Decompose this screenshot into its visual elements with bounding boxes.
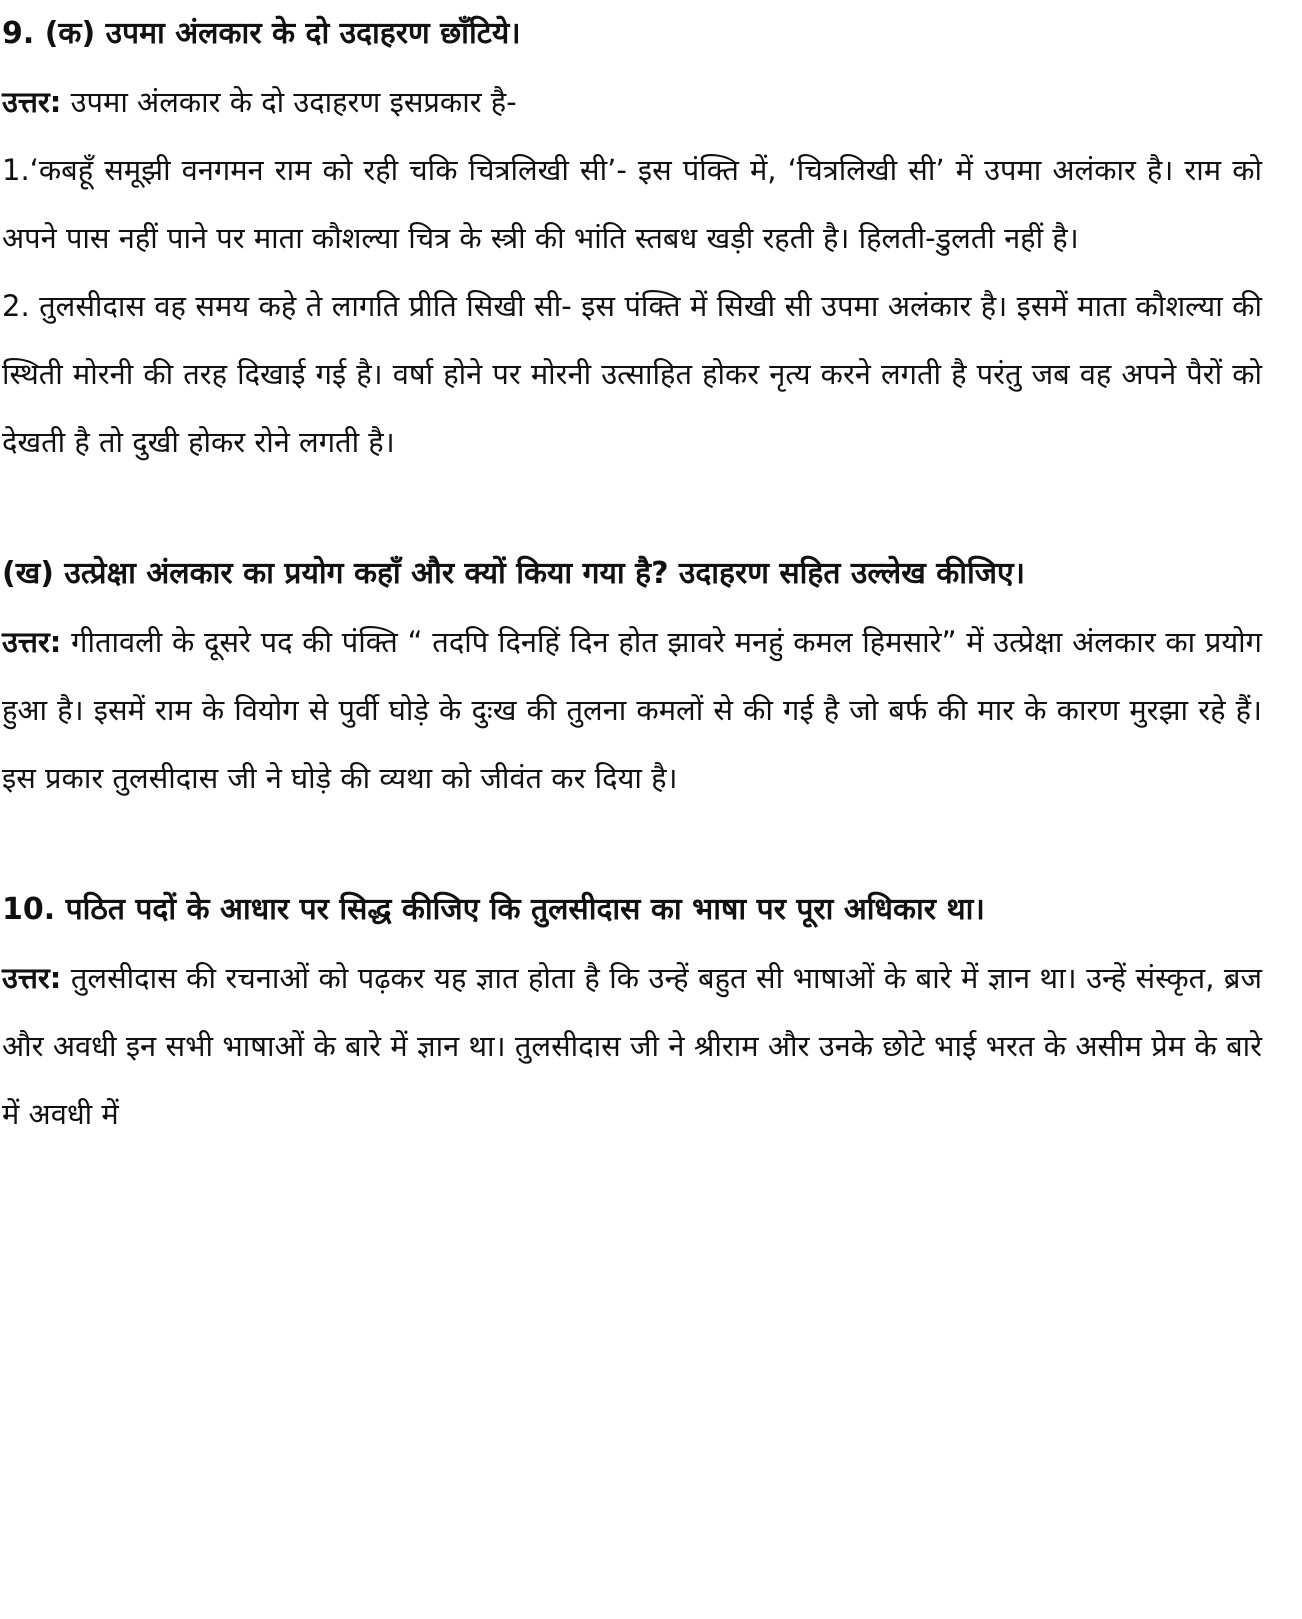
answer-9a-point-1: 1.‘कबहूँ समूझी वनगमन राम को रही चकि चित्रलिखी सी’- इस पंक्ति में, ‘चित्रलिखी सी’ में उपमा अलंकार है। राम को अपने पास नहीं पाने पर माता कौशल्या चित्र के स्त्री की भांति स्तबध खड़ी रहती है। हिलती-डुलती नहीं है। xyxy=(2,153,1262,255)
question-10-heading: 10. पठित पदों के आधार पर सिद्ध कीजिए कि तुलसीदास का भाषा पर पूरा अधिकार था। xyxy=(2,892,985,927)
answer-9b-text: गीतावली के दूसरे पद की पंक्ति “ तदपि दिनहिं दिन होत झावरे मनहुं कमल हिमसारे” में उत्प्रेक्षा अंलकार का प्रयोग हुआ है। इसमें राम के वियोग से पुर्वी घोड़े के दुःख की तुलना कमलों से की गई है जो बर्फ की मार के कारण मुरझा रहे हैं। इस प्रकार तुलसीदास जी ने घोड़े की व्यथा को जीवंत कर दिया है। xyxy=(2,625,1262,795)
answer-label: उत्तर: xyxy=(2,85,62,119)
answer-label: उत्तर: xyxy=(2,625,62,659)
section-spacer xyxy=(2,812,1262,876)
section-spacer xyxy=(2,476,1262,540)
answer-9a-point-2: 2. तुलसीदास वह समय कहे ते लागति प्रीति सिखी सी- इस पंक्ति में सिखी सी उपमा अलंकार है। इसमें माता कौशल्या की स्थिती मोरनी की तरह दिखाई गई है। वर्षा होने पर मोरनी उत्साहित होकर नृत्य करने लगती है परंतु जब वह अपने पैरों को देखती है तो दुखी होकर रोने लगती है। xyxy=(2,289,1262,459)
answer-10-text: तुलसीदास की रचनाओं को पढ़कर यह ज्ञात होता है कि उन्हें बहुत सी भाषाओं के बारे में ज्ञान था। उन्हें संस्कृत, ब्रज और अवधी इन सभी भाषाओं के बारे में ज्ञान था। तुलसीदास जी ने श्रीराम और उनके छोटे भाई भरत के असीम प्रेम के बारे में अवधी में xyxy=(2,961,1262,1131)
answer-9a-intro xyxy=(2,68,1262,136)
answer-9a-intro-text: उपमा अंलकार के दो उदाहरण इसप्रकार है- xyxy=(61,85,517,119)
question-9b-heading: (ख) उत्प्रेक्षा अंलकार का प्रयोग कहाँ और क्यों किया गया है? उदाहरण सहित उल्लेख कीजिए। xyxy=(2,556,1026,591)
answer-10 xyxy=(2,944,1262,1148)
question-9a-heading: 9. (क) उपमा अंलकार के दो उदाहरण छाँटिये। xyxy=(2,16,521,51)
answer-9b xyxy=(2,608,1262,812)
answer-label: उत्तर: xyxy=(2,961,62,995)
